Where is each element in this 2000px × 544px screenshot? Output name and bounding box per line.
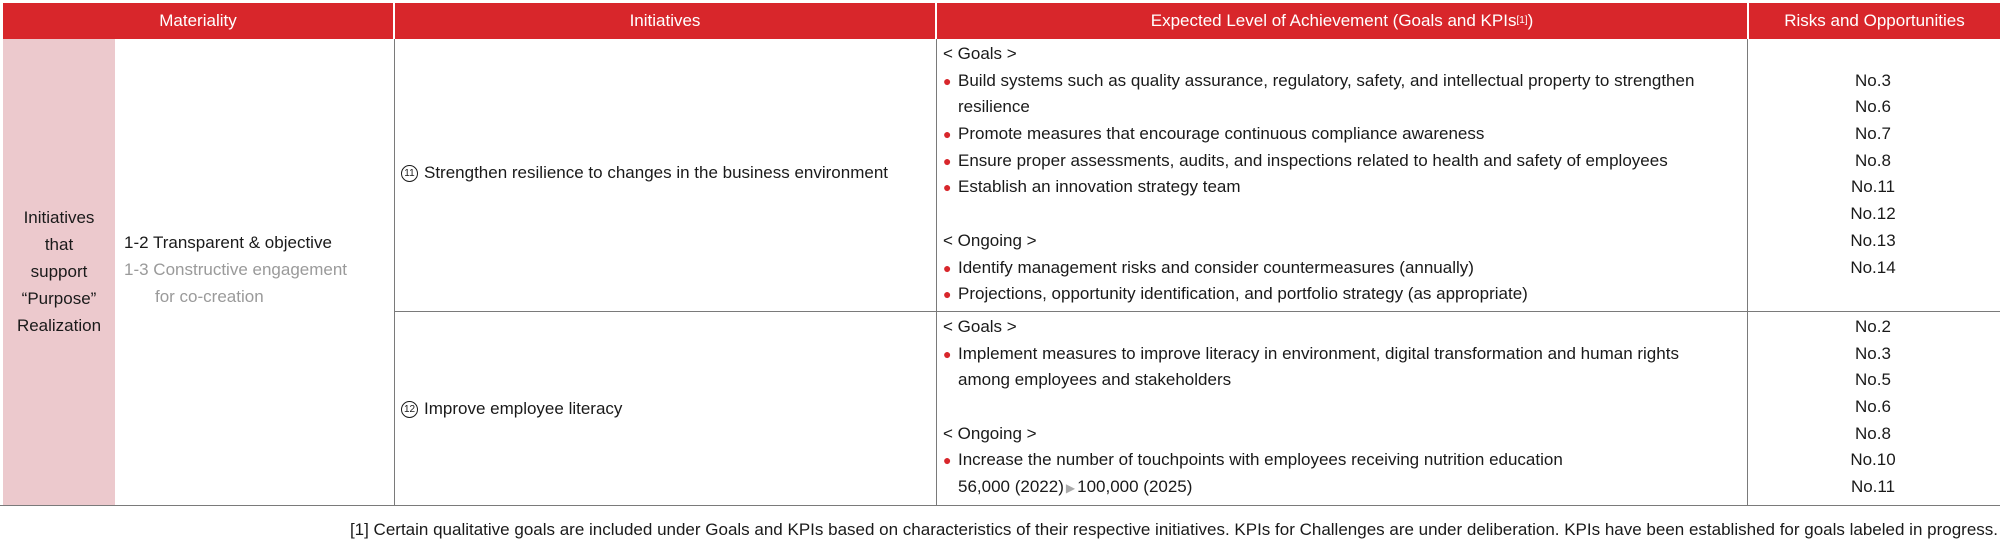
risk-number: No.5: [1855, 370, 1891, 390]
risks-list-12: [1749, 314, 1997, 501]
materiality-category-line: Realization: [16, 316, 102, 335]
risk-number: No.3: [1855, 70, 1891, 90]
bullet-item: [943, 68, 1743, 95]
risk-number: No.7: [1855, 124, 1891, 144]
header-materiality-label: Materiality: [159, 11, 237, 30]
section-heading: < Ongoing >: [943, 423, 1037, 443]
header-expected: Expected Level of Achievement (Goals and KPIs [1] ): [937, 3, 1747, 39]
arrow-right-icon: ▶: [1065, 481, 1076, 496]
initiative-12: [401, 399, 622, 419]
risk-number: No.12: [1850, 204, 1896, 224]
bullet-continuation-text: resilience: [958, 97, 1030, 117]
blank-line: [943, 201, 1743, 228]
bullet-dot-icon: ●: [943, 126, 952, 143]
header-risks-label: Risks and Opportunities: [1784, 11, 1965, 30]
bullet-continuation-text: among employees and stakeholders: [958, 370, 1232, 390]
bullet-continuation: [943, 94, 1743, 121]
risks-list-11: [1749, 41, 1997, 281]
bullet-text: Build systems such as quality assurance, regulatory, safety, and intellectual property to strengthen: [958, 70, 1695, 90]
bullet-item: [943, 174, 1743, 201]
bullet-item: [943, 255, 1743, 282]
section-heading: < Goals >: [943, 44, 1017, 63]
bullet-text: Ensure proper assessments, audits, and inspections related to health and safety of employees: [958, 150, 1668, 170]
bullet-dot-icon: ●: [943, 345, 952, 362]
header-expected-close: ): [1527, 11, 1534, 30]
bullet-text: Increase the number of touchpoints with employees receiving nutrition education: [958, 450, 1563, 470]
bullet-item: [943, 341, 1743, 368]
risk-number: [1749, 41, 1997, 68]
kpi-target: [943, 474, 1743, 501]
bullet-text: Implement measures to improve literacy in environment, digital transformation and human rights: [958, 343, 1679, 363]
risk-number: No.6: [1855, 97, 1891, 117]
column-divider: [1747, 39, 1748, 505]
bullet-text: Establish an innovation strategy team: [958, 177, 1241, 197]
section-heading: < Ongoing >: [943, 230, 1037, 250]
row-divider: [394, 311, 2000, 312]
header-expected-label: Expected Level of Achievement (Goals and KPIs: [1150, 11, 1517, 30]
bullet-dot-icon: ●: [943, 152, 952, 169]
kpi-from: 56,000 (2022): [958, 477, 1064, 497]
risk-number: No.8: [1855, 423, 1891, 443]
bullet-dot-icon: ●: [943, 452, 952, 469]
materiality-category-text: [0, 204, 118, 339]
initiative-label: Improve employee literacy: [424, 399, 623, 418]
materiality-item-2-continued: for co-creation: [155, 287, 264, 306]
materiality-category-line: Initiatives: [23, 208, 95, 227]
risk-number: No.11: [1850, 477, 1896, 497]
initiative-11: [401, 163, 888, 183]
header-initiatives: [395, 3, 935, 39]
bullet-continuation: [943, 367, 1743, 394]
section-heading: < Goals >: [943, 317, 1017, 336]
materiality-category-line: support: [30, 262, 88, 281]
expected-achievement-12: [943, 314, 1743, 501]
expected-achievement-11: [943, 41, 1743, 308]
circled-number-icon: 12: [401, 401, 418, 418]
bullet-item: [943, 148, 1743, 175]
table-bottom-rule: [0, 505, 2000, 506]
risk-number: No.8: [1855, 150, 1891, 170]
bullet-dot-icon: ●: [943, 259, 952, 276]
materiality-item-1: 1-2 Transparent & objective: [124, 233, 332, 252]
header-initiatives-label: Initiatives: [629, 11, 701, 30]
header-risks: [1749, 3, 2000, 39]
bullet-dot-icon: ●: [943, 179, 952, 196]
risk-number: No.6: [1855, 397, 1891, 417]
risk-number: No.2: [1855, 317, 1891, 336]
bullet-dot-icon: ●: [943, 72, 952, 89]
risk-number: No.11: [1850, 177, 1896, 197]
bullet-dot-icon: ●: [943, 286, 952, 303]
bullet-item: [943, 447, 1743, 474]
column-divider: [394, 39, 395, 505]
bullet-text: Promote measures that encourage continuous compliance awareness: [958, 124, 1485, 144]
risk-number: No.14: [1850, 257, 1896, 277]
bullet-text: Projections, opportunity identification, and portfolio strategy (as appropriate): [958, 284, 1528, 304]
risk-number: No.3: [1855, 343, 1891, 363]
bullet-item: [943, 121, 1743, 148]
circled-number-icon: 11: [401, 165, 418, 182]
blank-line: [943, 394, 1743, 421]
bullet-text: Identify management risks and consider countermeasures (annually): [958, 257, 1474, 277]
materiality-category-line: “Purpose”: [21, 289, 97, 308]
materiality-item-2: 1-3 Constructive engagement: [124, 260, 348, 279]
risk-number: No.10: [1850, 450, 1896, 470]
risk-number: No.13: [1850, 230, 1896, 250]
column-divider: [936, 39, 937, 505]
kpi-to: 100,000 (2025): [1077, 477, 1193, 497]
header-materiality: [3, 3, 393, 39]
bullet-item: [943, 281, 1743, 308]
materiality-category-line: that: [44, 235, 74, 254]
initiative-label: Strengthen resilience to changes in the business environment: [424, 163, 889, 182]
footnote: [1] Certain qualitative goals are included under Goals and KPIs based on characteristics of their respective initiatives. KPIs for Challenges are under deliberation. KPIs have been established for goals labeled in progress.: [349, 520, 1998, 539]
